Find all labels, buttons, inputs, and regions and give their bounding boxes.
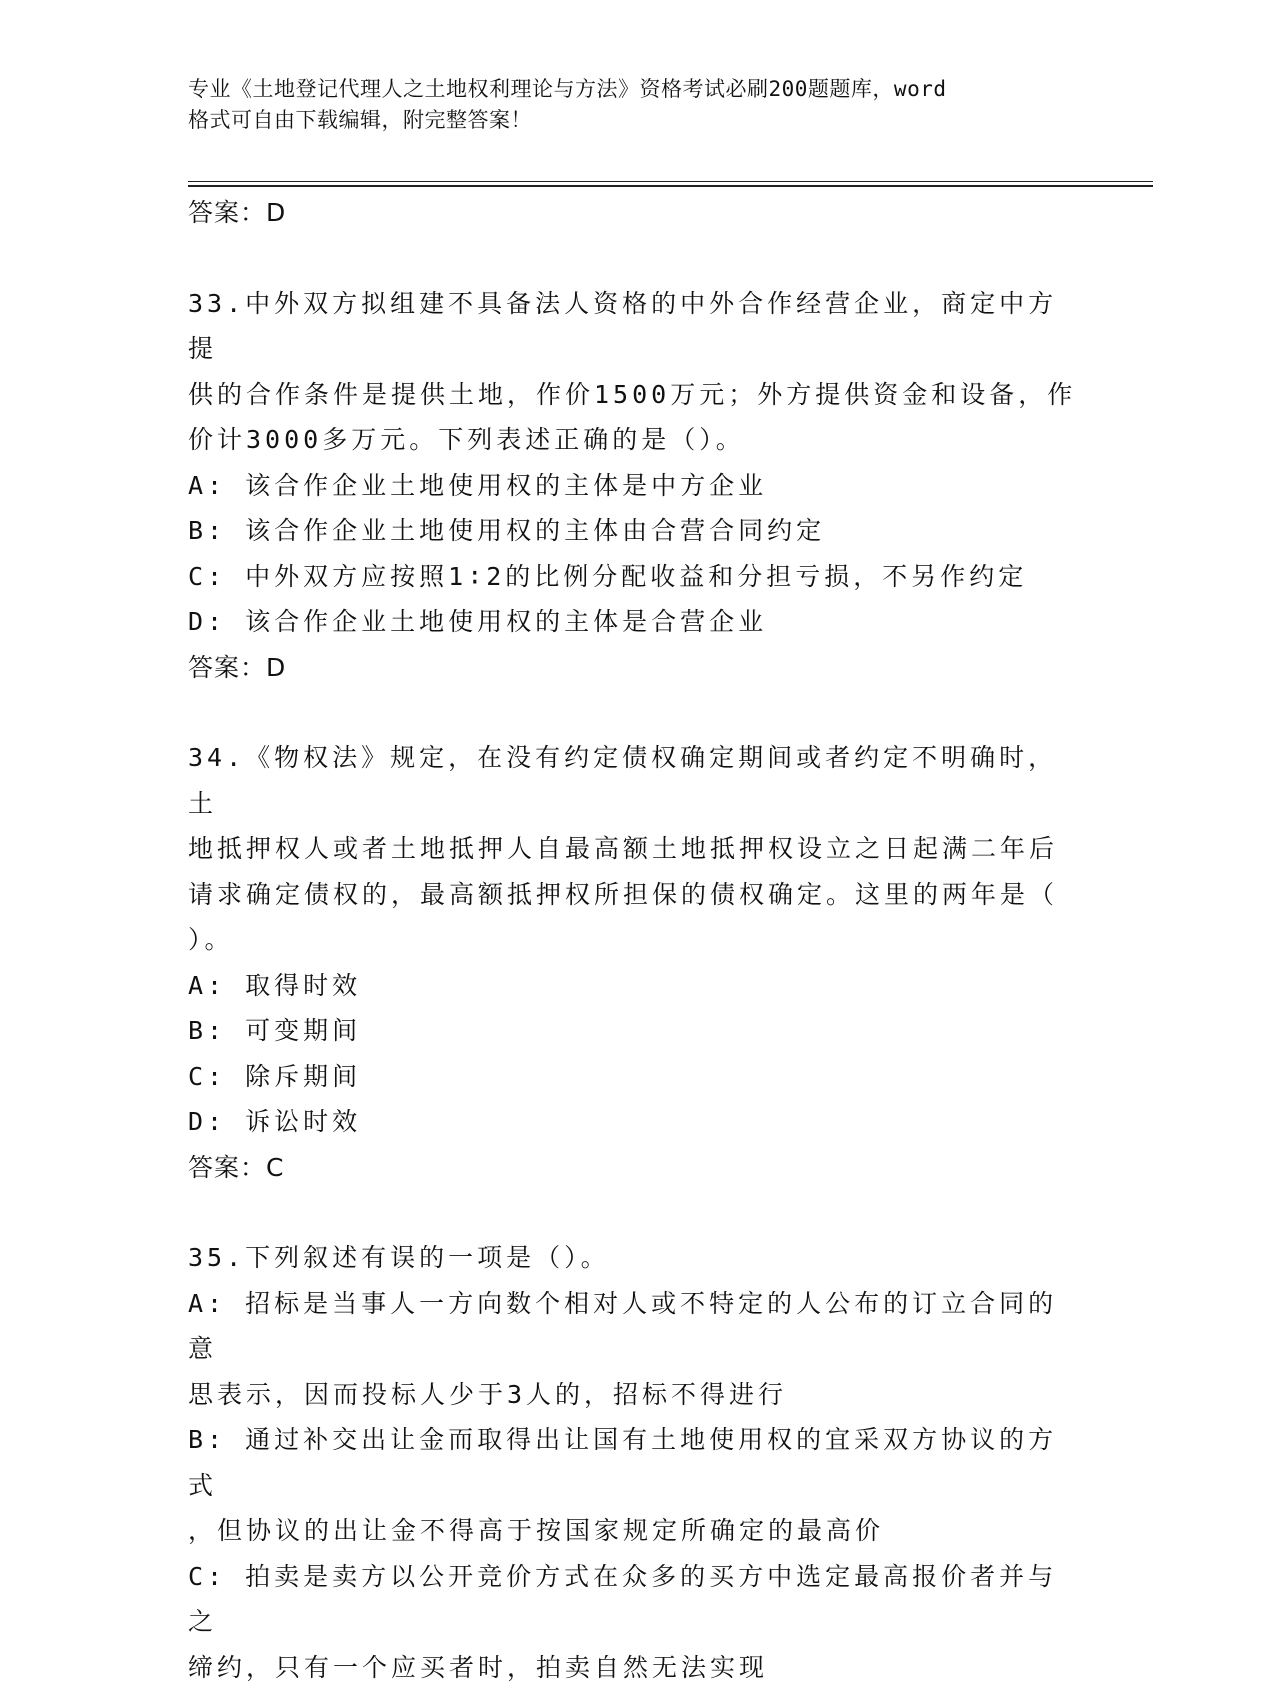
option-a-cont: 思表示，因而投标人少于3人的，招标不得进行: [188, 1372, 1078, 1418]
question-35: [188, 1235, 1078, 1690]
answer-line: 答案：D: [188, 645, 1078, 691]
option-c-cont: 缔约，只有一个应买者时，拍卖自然无法实现: [188, 1645, 1078, 1690]
spacer: [188, 236, 1078, 281]
header-line: 格式可自由下载编辑，附完整答案！: [188, 105, 1068, 136]
question-stem: 请求确定债权的，最高额抵押权所担保的债权确定。这里的两年是（: [188, 872, 1078, 918]
question-stem: 供的合作条件是提供土地，作价1500万元；外方提供资金和设备，作: [188, 372, 1078, 418]
question-33: [188, 281, 1078, 691]
answer-line: 答案：D: [188, 190, 1078, 236]
spacer: [188, 690, 1078, 735]
option-d: D: 该合作企业土地使用权的主体是合营企业: [188, 599, 1078, 645]
header-line: 专业《土地登记代理人之土地权利理论与方法》资格考试必刷200题题库，word: [188, 74, 1068, 105]
question-list: [188, 190, 1078, 1690]
header-divider-thick: [188, 185, 1153, 187]
option-c: C: 拍卖是卖方以公开竞价方式在众多的买方中选定最高报价者并与之: [188, 1554, 1078, 1645]
option-a: A: 招标是当事人一方向数个相对人或不特定的人公布的订立合同的意: [188, 1281, 1078, 1372]
option-a: A: 该合作企业土地使用权的主体是中方企业: [188, 463, 1078, 509]
question-34: [188, 735, 1078, 1190]
question-stem: ）。: [188, 917, 1078, 963]
question-stem: 价计3000多万元。下列表述正确的是（）。: [188, 417, 1078, 463]
option-d: D: 诉讼时效: [188, 1099, 1078, 1145]
option-b: B: 通过补交出让金而取得出让国有土地使用权的宜采双方协议的方式: [188, 1417, 1078, 1508]
option-a: A: 取得时效: [188, 963, 1078, 1009]
question-stem: 地抵押权人或者土地抵押人自最高额土地抵押权设立之日起满二年后: [188, 826, 1078, 872]
document-header: [188, 74, 1068, 136]
question-stem: 33.中外双方拟组建不具备法人资格的中外合作经营企业，商定中方提: [188, 281, 1078, 372]
option-b: B: 可变期间: [188, 1008, 1078, 1054]
option-b: B: 该合作企业土地使用权的主体由合营合同约定: [188, 508, 1078, 554]
header-divider: [188, 181, 1153, 182]
option-b-cont: ，但协议的出让金不得高于按国家规定所确定的最高价: [188, 1508, 1078, 1554]
question-stem: 35.下列叙述有误的一项是（）。: [188, 1235, 1078, 1281]
question-stem: 34.《物权法》规定，在没有约定债权确定期间或者约定不明确时，土: [188, 735, 1078, 826]
answer-line: 答案：C: [188, 1145, 1078, 1191]
spacer: [188, 1190, 1078, 1235]
option-c: C: 除斥期间: [188, 1054, 1078, 1100]
option-c: C: 中外双方应按照1∶2的比例分配收益和分担亏损，不另作约定: [188, 554, 1078, 600]
